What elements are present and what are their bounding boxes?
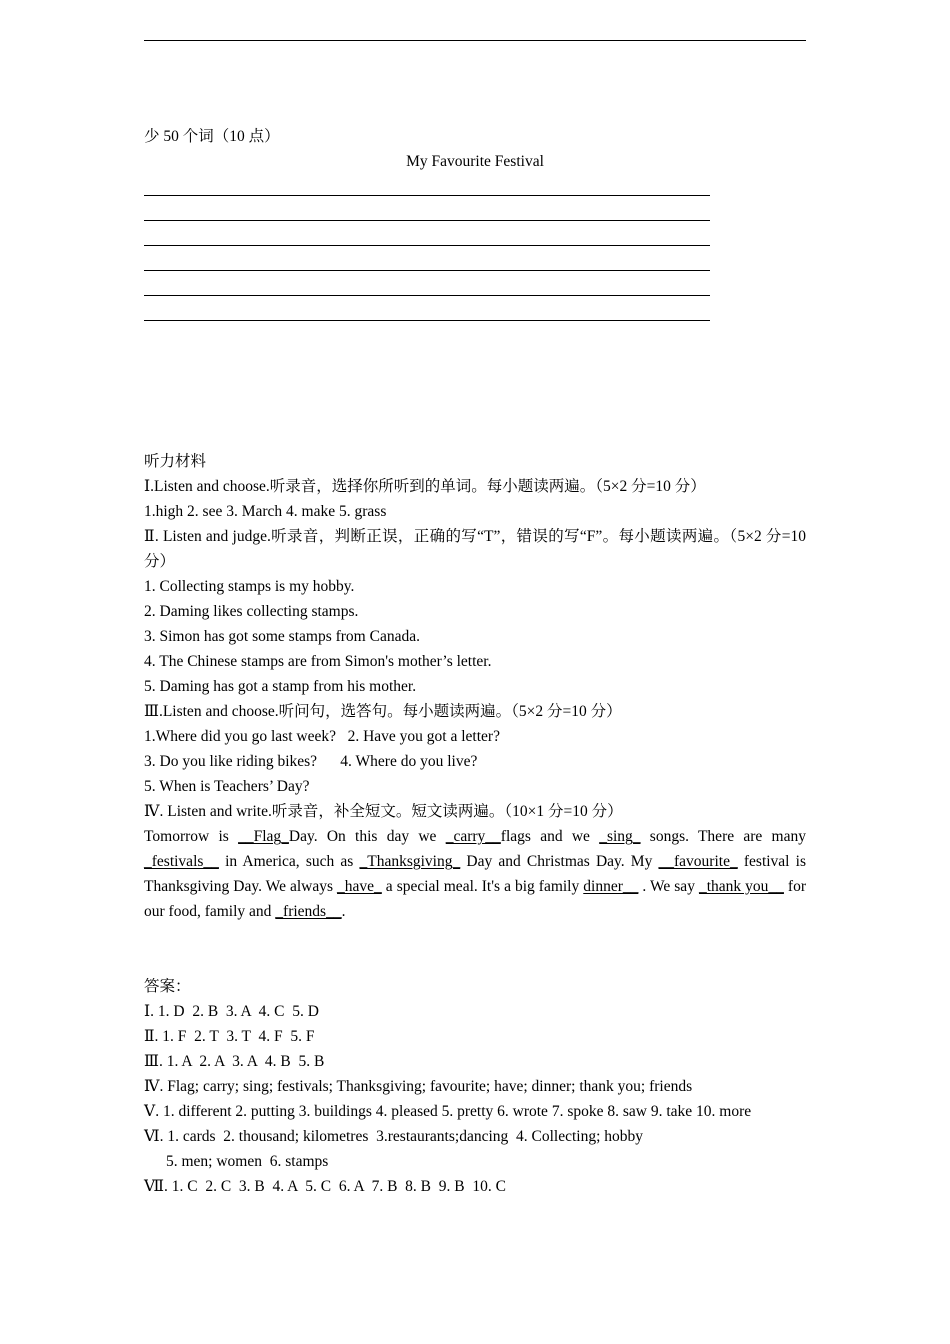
passage-text: songs. There are many [640, 828, 806, 845]
section-2-item: 5. Daming has got a stamp from his mother. [144, 678, 417, 695]
section-3-item: 1.Where did you go last week? 2. Have you got a letter? [144, 728, 500, 745]
writing-line [144, 199, 806, 224]
section-3-heading: Ⅲ.Listen and choose.听问句，选答句。每小题读两遍。（5×2 分=10 分） [144, 703, 622, 720]
section-2-item: 4. The Chinese stamps are from Simon's mother’s letter. [144, 653, 492, 670]
answer-line: Ⅱ. 1. F 2. T 3. T 4. F 5. F [144, 1028, 315, 1045]
passage-text: for our food, family and [144, 878, 807, 920]
listening-heading: 听力材料 [144, 453, 207, 470]
writing-line [144, 224, 806, 249]
passage-blank: _sing_ [599, 828, 641, 845]
passage-blank: __Flag_ [238, 828, 289, 845]
answer-line: Ⅴ. 1. different 2. putting 3. buildings 4. pleased 5. pretty 6. wrote 7. spoke 8. saw 9. take 10. more [144, 1103, 752, 1120]
section-2-heading: Ⅱ. Listen and judge.听录音，判断正误，正确的写“T”，错误的写“F”。每小题读两遍。（5×2 分=10 分） [144, 528, 806, 570]
section-1-heading: Ⅰ.Listen and choose.听录音，选择你所听到的单词。每小题读两遍。（5×2 分=10 分） [144, 478, 706, 495]
passage-blank: __favourite_ [658, 853, 738, 870]
passage-text: . We say [638, 878, 699, 895]
section-2-item: 1. Collecting stamps is my hobby. [144, 578, 355, 595]
passage-blank: dinner__ [583, 878, 639, 895]
essay-instruction: 少 50 个词（10 点） [144, 128, 280, 145]
answers-heading: 答案： [144, 978, 191, 995]
answer-line: 5. men; women 6. stamps [166, 1153, 329, 1170]
passage-text: Day. On this day we [288, 828, 446, 845]
section-1-items: 1.high 2. see 3. March 4. make 5. grass [144, 503, 387, 520]
essay-title: My Favourite Festival [406, 153, 544, 170]
spacer [144, 324, 806, 449]
answer-line: Ⅲ. 1. A 2. A 3. A 4. B 5. B [144, 1053, 325, 1070]
answer-line: Ⅳ. Flag; carry; sing; festivals; Thanksgiving; favourite; have; dinner; thank you; friends [144, 1078, 693, 1095]
passage-text: flags and we [500, 828, 600, 845]
spacer [144, 924, 806, 974]
section-2-item: 2. Daming likes collecting stamps. [144, 603, 359, 620]
section-4-passage [144, 824, 806, 924]
section-2-item: 3. Simon has got some stamps from Canada. [144, 628, 420, 645]
passage-text: in America, such as [218, 853, 360, 870]
passage-blank: _carry__ [445, 828, 501, 845]
passage-blank: _have_ [337, 878, 382, 895]
passage-text: . [341, 903, 346, 920]
section-3-item: 3. Do you like riding bikes? 4. Where do you live? [144, 753, 478, 770]
answer-line: Ⅶ. 1. C 2. C 3. B 4. A 5. C 6. A 7. B 8. B 9. B 10. C [144, 1178, 506, 1195]
passage-text: festival is Thanksgiving Day. We always [144, 853, 806, 895]
writing-line [144, 299, 806, 324]
section-4-heading: Ⅳ. Listen and write.听录音，补全短文。短文读两遍。（10×1 分=10 分） [144, 803, 623, 820]
passage-text: Tomorrow is [144, 828, 239, 845]
passage-blank: _Thanksgiving_ [359, 853, 461, 870]
passage-text: Day and Christmas Day. My [460, 853, 659, 870]
writing-line [144, 249, 806, 274]
passage-text: a special meal. It's a big family [381, 878, 584, 895]
answer-line: Ⅰ. 1. D 2. B 3. A 4. C 5. D [144, 1003, 319, 1020]
writing-line [144, 274, 806, 299]
writing-line [144, 174, 806, 199]
section-3-item: 5. When is Teachers’ Day? [144, 778, 310, 795]
header-rule [144, 40, 806, 41]
passage-blank: _friends__ [275, 903, 342, 920]
content [144, 124, 806, 1199]
passage-blank: _festivals__ [144, 853, 219, 870]
passage-blank: _thank you__ [698, 878, 784, 895]
answer-line: Ⅵ. 1. cards 2. thousand; kilometres 3.restaurants;dancing 4. Collecting; hobby [144, 1128, 644, 1145]
